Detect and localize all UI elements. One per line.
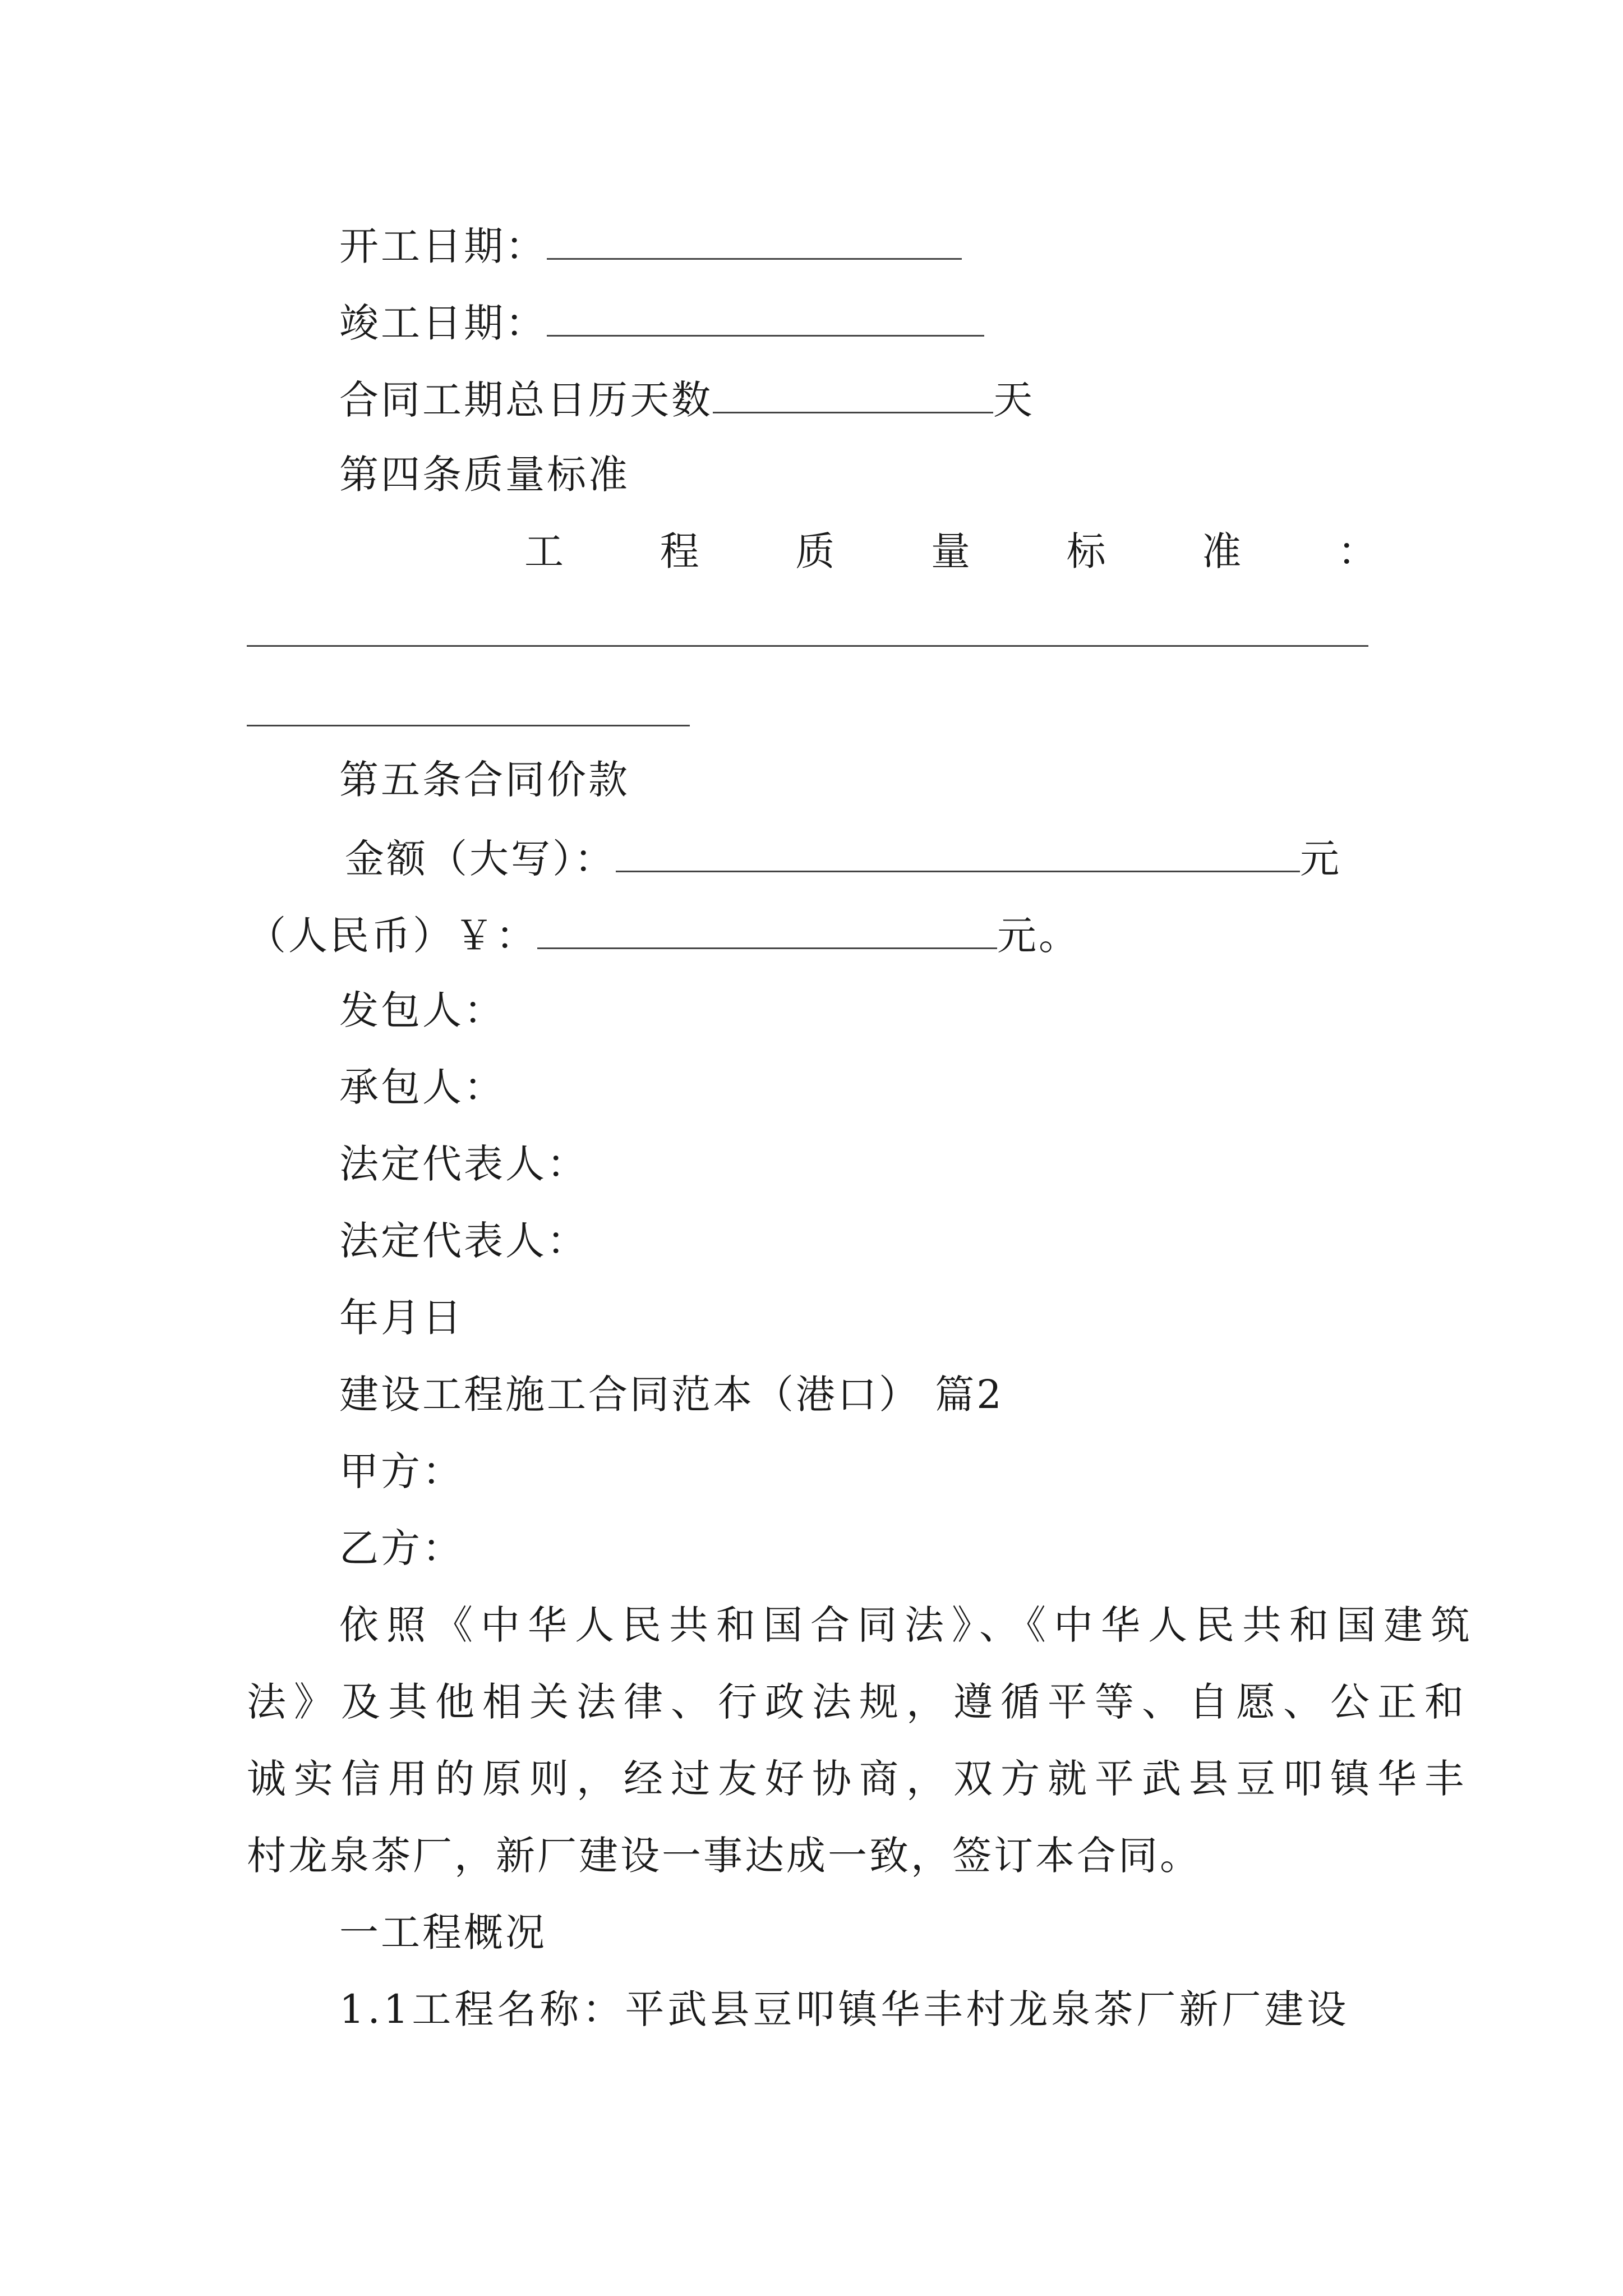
total-days-blank: [713, 378, 993, 413]
date-line: 年月日: [339, 1295, 464, 1341]
amount-rmb-row: [247, 913, 1080, 959]
amount-upper-row: [345, 836, 1341, 882]
legal-rep-label-1: 法定代表人：: [339, 1141, 588, 1187]
quality-blank-line-2: [247, 725, 690, 726]
amount-upper-label: 金额（大写）：: [345, 836, 616, 882]
quality-standard-label: [524, 528, 1377, 574]
amount-rmb-label: （人民币）￥：: [247, 913, 537, 959]
amount-rmb-unit: 元。: [997, 913, 1080, 959]
start-date-label: 开工日期：: [339, 223, 547, 269]
employer-label: 发包人：: [339, 987, 505, 1033]
intro-paragraph-line-4: 村龙泉茶厂，新厂建设一事达成一致，签订本合同。: [247, 1833, 1201, 1879]
quality-char-6: 准: [1202, 528, 1242, 574]
intro-paragraph-line-1: 依照《中华人民共和国合同法》、《中华人民共和国建筑: [339, 1602, 1478, 1648]
amount-upper-unit: 元: [1300, 836, 1341, 882]
total-days-row: [339, 377, 1035, 423]
start-date-row: [339, 223, 962, 269]
quality-char-1: 工: [524, 528, 564, 574]
article-4-title: 第四条质量标准: [339, 452, 630, 498]
amount-upper-blank: [616, 837, 1300, 872]
legal-rep-label-2: 法定代表人：: [339, 1218, 588, 1264]
section-2-title: 建设工程施工合同范本（港口） 篇2: [339, 1372, 1004, 1418]
article-5-title: 第五条合同价款: [339, 757, 630, 803]
end-date-row: [339, 300, 984, 346]
party-b-label: 乙方：: [339, 1525, 464, 1571]
quality-char-3: 质: [795, 528, 835, 574]
quality-char-7: ：: [1337, 528, 1377, 574]
quality-char-2: 程: [660, 528, 699, 574]
overview-title: 一工程概况: [339, 1910, 547, 1955]
total-days-unit: 天: [993, 377, 1035, 423]
contractor-label: 承包人：: [339, 1064, 505, 1110]
intro-paragraph-line-3: 诚实信用的原则，经过友好协商，双方就平武县豆叩镇华丰: [247, 1756, 1472, 1802]
total-days-label: 合同工期总日历天数: [339, 377, 713, 423]
party-a-label: 甲方：: [339, 1448, 464, 1494]
quality-char-4: 量: [930, 528, 970, 574]
quality-char-5: 标: [1066, 528, 1106, 574]
end-date-blank: [547, 301, 984, 337]
start-date-blank: [547, 224, 962, 260]
intro-paragraph-line-2: 法》及其他相关法律、行政法规，遵循平等、自愿、公正和: [247, 1679, 1472, 1725]
end-date-label: 竣工日期：: [339, 300, 547, 346]
project-name-line: 1.1工程名称：平武县豆叩镇华丰村龙泉茶厂新厂建设: [339, 1986, 1350, 2032]
amount-rmb-blank: [537, 914, 997, 949]
quality-blank-line-1: [247, 645, 1368, 647]
